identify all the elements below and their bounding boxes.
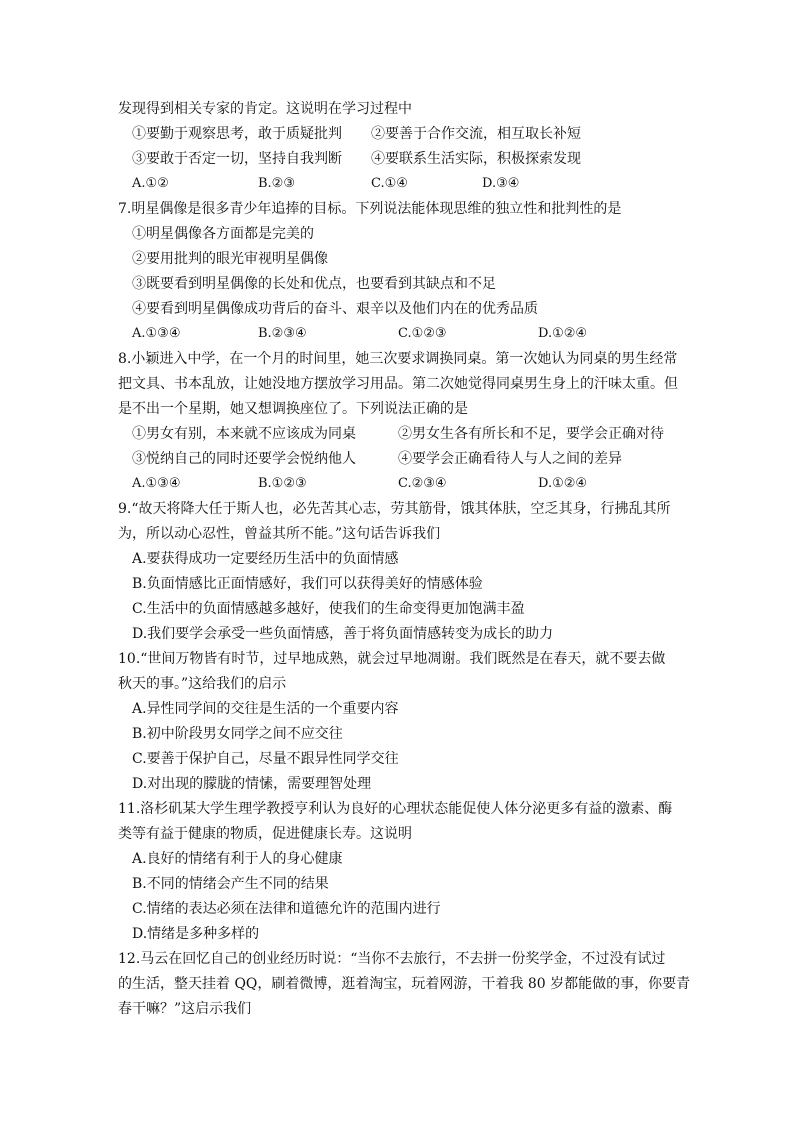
q9-option-a: A.要获得成功一定要经历生活中的负面情感: [132, 551, 399, 567]
q8-statement-2: ②男女生各有所长和不足，要学会正确对待: [398, 426, 664, 442]
q12-stem-line-1: 12.马云在回忆自己的创业经历时说：“当你不去旅行，不去拼一份奖学金，不过没有试过: [118, 951, 666, 967]
q7-option-b: B.②③④: [258, 326, 307, 341]
q6-option-c: C.①④: [371, 176, 408, 191]
q8-stem-line-3: 是不出一个星期，她又想调换座位了。下列说法正确的是: [118, 401, 468, 417]
q7-option-a: A.①③④: [132, 326, 181, 341]
q7-statement-1: ①明星偶像各方面都是完美的: [132, 226, 314, 242]
q6-option-a: A.①②: [132, 176, 169, 191]
q9-option-b: B.负面情感比正面情感好，我们可以获得美好的情感体验: [132, 576, 483, 592]
q6-stem: 发现得到相关专家的肯定。这说明在学习过程中: [118, 101, 412, 117]
q8-statement-4: ④要学会正确看待人与人之间的差异: [398, 451, 622, 467]
q10-stem-line-1: 10.“世间万物皆有时节，过早地成熟，就会过早地凋谢。我们既然是在春天，就不要去做: [118, 651, 666, 667]
q10-option-b: B.初中阶段男女同学之间不应交往: [132, 726, 343, 742]
q11-option-d: D.情绪是多种多样的: [132, 926, 260, 942]
q12-stem-line-2: 的生活，整天挂着 QQ，刷着微博，逛着淘宝，玩着网游，干着我 80 岁都能做的事，你要青: [118, 976, 691, 992]
q11-stem-line-2: 类等有益于健康的物质，促进健康长寿。这说明: [118, 826, 412, 842]
q8-statement-1: ①男女有别，本来就不应该成为同桌: [132, 426, 356, 442]
q7-statement-2: ②要用批判的眼光审视明星偶像: [132, 251, 328, 267]
q12-stem-line-3: 春干嘛？”这启示我们: [118, 1001, 252, 1017]
q7-option-d: D.①②④: [538, 326, 588, 341]
q8-stem-line-2: 把文具、书本乱放，让她没地方摆放学习用品。第二次她觉得同桌男生身上的汗味太重。但: [118, 376, 678, 392]
q9-stem-line-1: 9.“故天将降大任于斯人也，必先苦其心志，劳其筋骨，饿其体肤，空乏其身，行拂乱其所: [118, 501, 671, 517]
q10-option-c: C.要善于保护自己，尽量不跟异性同学交往: [132, 751, 399, 767]
q6-statement-4: ④要联系生活实际，积极探索发现: [371, 151, 581, 167]
q7-option-c: C.①②③: [398, 326, 447, 341]
q6-statement-3: ③要敢于否定一切，坚持自我判断: [132, 151, 342, 167]
q9-option-d: D.我们要学会承受一些负面情感，善于将负面情感转变为成长的助力: [132, 626, 554, 642]
q11-option-b: B.不同的情绪会产生不同的结果: [132, 876, 329, 892]
q8-option-a: A.①③④: [132, 476, 181, 491]
q11-option-a: A.良好的情绪有利于人的身心健康: [132, 851, 343, 867]
q10-stem-line-2: 秋天的事。”这给我们的启示: [118, 676, 287, 692]
q9-option-c: C.生活中的负面情感越多越好，使我们的生命变得更加饱满丰盈: [132, 601, 525, 617]
q11-stem-line-1: 11.洛杉矶某大学生理学教授亨利认为良好的心理状态能促使人体分泌更多有益的激素、酶: [118, 801, 673, 817]
q8-statement-3: ③悦纳自己的同时还要学会悦纳他人: [132, 451, 356, 467]
q7-statement-4: ④要看到明星偶像成功背后的奋斗、艰辛以及他们内在的优秀品质: [132, 301, 538, 317]
q8-stem-line-1: 8.小颖进入中学，在一个月的时间里，她三次要求调换同桌。第一次她认为同桌的男生经常: [118, 351, 678, 367]
q9-stem-line-2: 为，所以动心忍性，曾益其所不能。”这句话告诉我们: [118, 526, 441, 542]
q6-statement-1: ①要勤于观察思考，敢于质疑批判: [132, 126, 342, 142]
q11-option-c: C.情绪的表达必须在法律和道德允许的范围内进行: [132, 901, 441, 917]
q10-option-d: D.对出现的朦胧的情愫，需要理智处理: [132, 776, 372, 792]
q8-option-d: D.①②④: [538, 476, 588, 491]
q6-statement-2: ②要善于合作交流，相互取长补短: [371, 126, 581, 142]
q6-option-d: D.③④: [482, 176, 520, 191]
q6-option-b: B.②③: [258, 176, 295, 191]
q8-option-c: C.②③④: [398, 476, 447, 491]
q7-stem: 7.明星偶像是很多青少年追捧的目标。下列说法能体现思维的独立性和批判性的是: [118, 201, 622, 217]
q10-option-a: A.异性同学间的交往是生活的一个重要内容: [132, 701, 399, 717]
q8-option-b: B.①②③: [258, 476, 307, 491]
q7-statement-3: ③既要看到明星偶像的长处和优点，也要看到其缺点和不足: [132, 276, 496, 292]
